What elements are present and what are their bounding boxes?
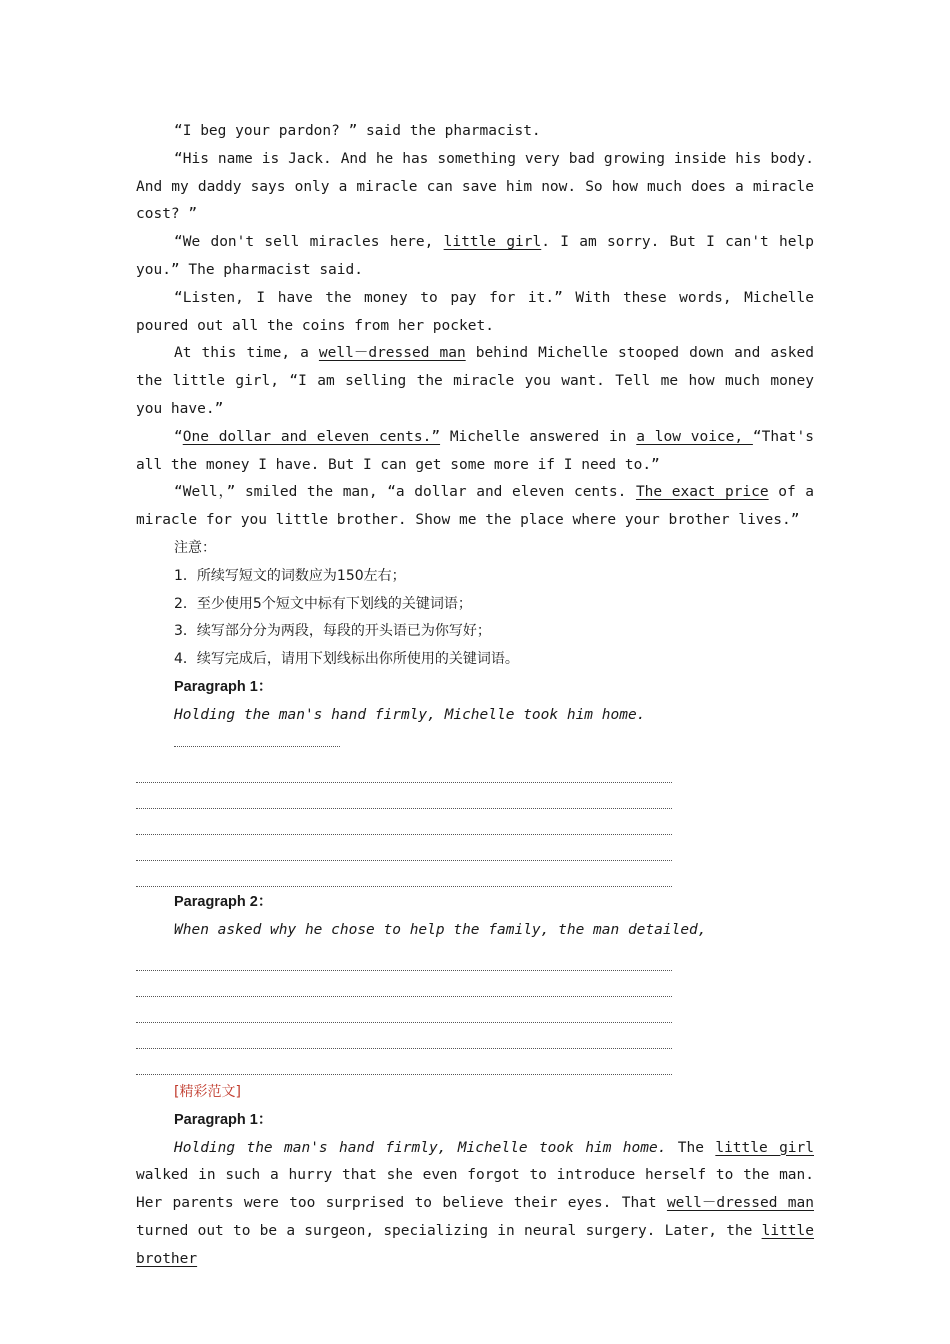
text-run: “ [174,428,183,445]
story-paragraph [136,479,814,535]
note-item: 3．续写部分分为两段，每段的开头语已为你写好； [174,623,491,640]
story-paragraph [136,229,814,285]
paragraph-1-writing-area[interactable] [136,757,814,887]
text-run: “We don't sell miracles here, [174,234,444,251]
paragraph-1-section [136,674,814,887]
story-paragraph [136,285,814,341]
story-paragraph [136,118,814,146]
paragraph-opener: Holding the man's hand firmly, Michelle took him home. [174,1139,667,1156]
text-run: “His name is Jack. And he has something very bad growing inside his body. And my daddy says only a miracle can save him now. So how much does a miracle cost? ” [136,150,814,223]
writing-line[interactable] [136,1049,672,1075]
writing-line[interactable] [136,945,672,971]
sample-section [136,1079,814,1274]
paragraph-1-heading: Paragraph 1： [174,678,273,695]
note-item: 2．至少使用5个短文中标有下划线的关键词语； [174,595,472,612]
text-run: turned out to be a surgeon, specializing in neural surgery. Later, the [136,1222,762,1239]
notes-title: 注意： [174,539,216,556]
key-phrase: little brother [136,1222,814,1267]
key-phrase: a low voice, [636,428,753,445]
writing-line[interactable] [136,1023,672,1049]
text-run: Michelle answered in [440,428,637,445]
key-phrase: The exact price [635,484,769,501]
key-phrase: little girl [443,234,542,251]
text-run: “That's all the money I have. But I can get some more if I need to.” [136,428,814,473]
note-item: 4．续写完成后，请用下划线标出你所使用的关键词语。 [174,651,519,668]
paragraph-1-opener-line [136,702,814,758]
writing-blank[interactable] [174,732,340,747]
writing-line[interactable] [136,835,672,861]
writing-line[interactable] [136,861,672,887]
sample-heading: Paragraph 1： [174,1111,273,1128]
story-paragraph [136,424,814,480]
writing-line[interactable] [136,757,672,783]
text-run: “I beg your pardon? ” said the pharmacist. [174,123,541,139]
text-run: walked in such a hurry that she even forgot to introduce herself to the man. Her parents were too surprised to believe their eyes. That [136,1167,814,1212]
story-text [136,118,814,535]
key-phrase: well－dressed man [666,1195,814,1212]
notes-section [136,535,814,674]
key-phrase: well－dressed man [318,345,466,362]
writing-line[interactable] [136,971,672,997]
key-phrase: One dollar and eleven cents.” [182,428,441,445]
text-run: “Listen, I have the money to pay for it.” With these words, Michelle poured out all the coins from her pocket. [136,289,814,334]
paragraph-2-heading: Paragraph 2： [174,894,273,911]
text-run: The [666,1139,716,1156]
story-paragraph [136,146,814,229]
text-run: behind Michelle stooped down and asked the little girl, “I am selling the miracle you want. Tell me how much money you have.” [136,345,814,417]
paragraph-2-writing-area[interactable] [136,945,814,1075]
writing-line[interactable] [136,783,672,809]
paragraph-2-opener: When asked why he chose to help the family, the man detailed, [174,922,707,939]
story-paragraph [136,340,814,423]
writing-line[interactable] [136,809,672,835]
text-run: of a miracle for you little brother. Show me the place where your brother lives.” [136,484,814,529]
paragraph-2-opener-line [136,917,814,945]
sample-paragraph [136,1135,814,1274]
note-item: 1．所续写短文的词数应为150左右； [174,567,406,584]
key-phrase: little girl [715,1139,814,1156]
paragraph-1-opener: Holding the man's hand firmly, Michelle took him home. [174,706,646,723]
paragraph-2-section [136,889,814,1075]
document-body [136,118,814,1274]
text-run: “Well，” smiled the man, “a dollar and eleven cents. [174,484,636,501]
writing-line[interactable] [136,997,672,1023]
sample-label: [精彩范文] [174,1083,241,1100]
text-run: . I am sorry. But I can't help you.” The pharmacist said. [136,234,814,278]
text-run: At this time, a [174,345,319,362]
